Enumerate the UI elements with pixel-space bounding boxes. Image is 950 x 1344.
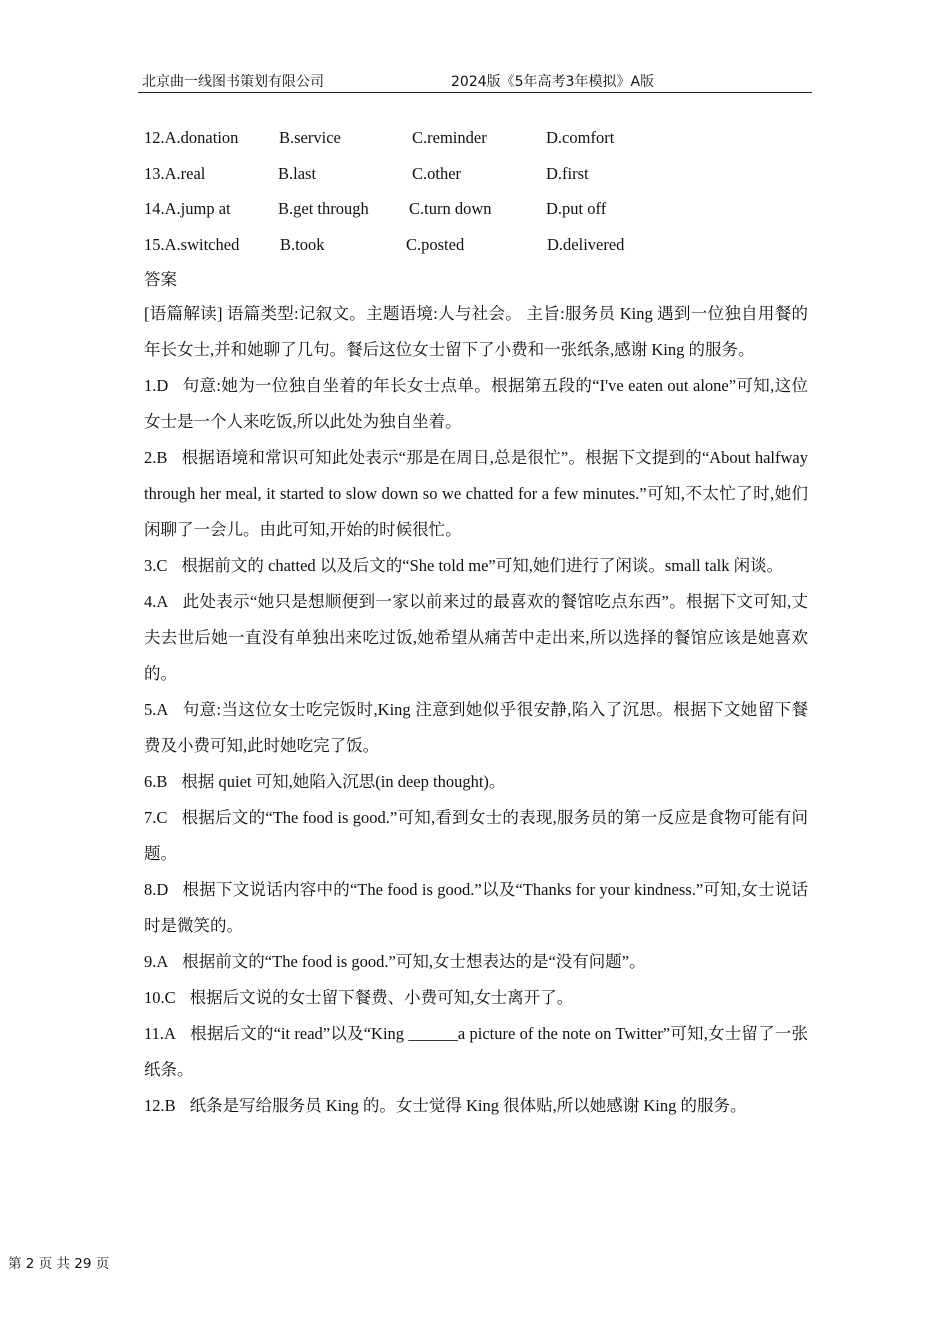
- header-company: 北京曲一线图书策划有限公司: [142, 74, 324, 90]
- answer-number: 11.A: [144, 1024, 176, 1043]
- option-a: 12.A.donation: [144, 128, 239, 147]
- option-d: D.comfort: [546, 128, 615, 147]
- option-a: 14.A.jump at: [144, 199, 231, 218]
- answer-item: [144, 764, 808, 800]
- option-d: D.first: [546, 163, 589, 183]
- answer-explanation: 纸条是写给服务员 King 的。女士觉得 King 很体贴,所以她感谢 King 的服务。: [189, 1096, 747, 1115]
- answer-explanation: 根据后文的“it read”以及“King ______a picture of the note on Twitter”可知,女士留了一张纸条。: [144, 1024, 808, 1079]
- answer-number: 2.B: [144, 448, 168, 467]
- answer-item: [144, 548, 808, 584]
- answer-item: [144, 440, 808, 548]
- header-book-title: 2024版《5年高考3年模拟》A版: [451, 74, 655, 90]
- option-a: 15.A.switched: [144, 234, 240, 254]
- answer-number: 10.C: [144, 988, 176, 1007]
- answer-explanation: 根据前文的 chatted 以及后文的“She told me”可知,她们进行了闲谈。small talk 闲谈。: [181, 556, 784, 575]
- option-c: C.posted: [406, 234, 465, 254]
- answer-number: 3.C: [144, 556, 168, 575]
- page-number: 第 2 页 共 29 页: [8, 1256, 110, 1272]
- option-b: B.last: [278, 163, 317, 183]
- answer-number: 9.A: [144, 952, 169, 971]
- option-row: [144, 191, 808, 227]
- answer-item: [144, 368, 808, 440]
- answer-item: [144, 1088, 808, 1124]
- answer-item: [144, 944, 808, 980]
- answer-explanation: 根据语境和常识可知此处表示“那是在周日,总是很忙”。根据下文提到的“About halfway through her meal, it started to slow down so we chatted for a few minutes.”可知,不太忙了时,她们闲聊了一会儿。由此可知,开始的时候很忙。: [144, 448, 808, 539]
- answer-explanation: 根据后文的“The food is good.”可知,看到女士的表现,服务员的第一反应是食物可能有问题。: [144, 808, 808, 863]
- answer-number: 4.A: [144, 592, 169, 611]
- answer-number: 5.A: [144, 700, 169, 719]
- option-c: C.turn down: [409, 199, 492, 218]
- option-row: [144, 120, 808, 156]
- option-b: B.get through: [278, 199, 369, 218]
- answer-heading: 答案: [144, 270, 177, 289]
- option-a: 13.A.real: [144, 163, 206, 183]
- option-b: B.service: [279, 128, 341, 147]
- answer-item: [144, 980, 808, 1016]
- answer-item: [144, 872, 808, 944]
- answer-explanation: 句意:她为一位独自坐着的年长女士点单。根据第五段的“I've eaten out alone”可知,这位女士是一个人来吃饭,所以此处为独自坐着。: [144, 376, 808, 431]
- answer-explanation: 根据下文说话内容中的“The food is good.”以及“Thanks for your kindness.”可知,女士说话时是微笑的。: [144, 880, 808, 935]
- passage-analysis: [语篇解读] 语篇类型:记叙文。主题语境:人与社会。 主旨:服务员 King 遇到一位独自用餐的年长女士,并和她聊了几句。餐后这位女士留下了小费和一张纸条,感谢 King 的服务。: [144, 304, 808, 359]
- option-row: [144, 156, 808, 192]
- answer-number: 7.C: [144, 808, 168, 827]
- answer-number: 6.B: [144, 772, 168, 791]
- answer-number: 12.B: [144, 1096, 176, 1115]
- answer-number: 8.D: [144, 880, 169, 899]
- answer-explanation: 根据后文说的女士留下餐费、小费可知,女士离开了。: [189, 988, 574, 1007]
- option-d: D.put off: [546, 199, 607, 218]
- option-d: D.delivered: [547, 234, 625, 254]
- option-c: C.reminder: [412, 128, 487, 147]
- answer-item: [144, 800, 808, 872]
- page-content: [144, 120, 808, 1124]
- answer-explanation: 句意:当这位女士吃完饭时,King 注意到她似乎很安静,陷入了沉思。根据下文她留下餐费及小费可知,此时她吃完了饭。: [144, 700, 808, 755]
- answer-explanation: 根据 quiet 可知,她陷入沉思(in deep thought)。: [181, 772, 506, 791]
- option-row: [144, 227, 808, 263]
- answer-item: [144, 692, 808, 764]
- answer-number: 1.D: [144, 376, 169, 395]
- answer-explanation: 此处表示“她只是想顺便到一家以前来过的最喜欢的餐馆吃点东西”。根据下文可知,丈夫去世后她一直没有单独出来吃过饭,她希望从痛苦中走出来,所以选择的餐馆应该是她喜欢的。: [144, 592, 808, 683]
- answer-item: [144, 1016, 808, 1088]
- option-b: B.took: [280, 234, 325, 254]
- answer-explanation: 根据前文的“The food is good.”可知,女士想表达的是“没有问题”。: [182, 952, 646, 971]
- answer-item: [144, 584, 808, 692]
- page-header: [138, 72, 812, 93]
- option-c: C.other: [412, 163, 462, 183]
